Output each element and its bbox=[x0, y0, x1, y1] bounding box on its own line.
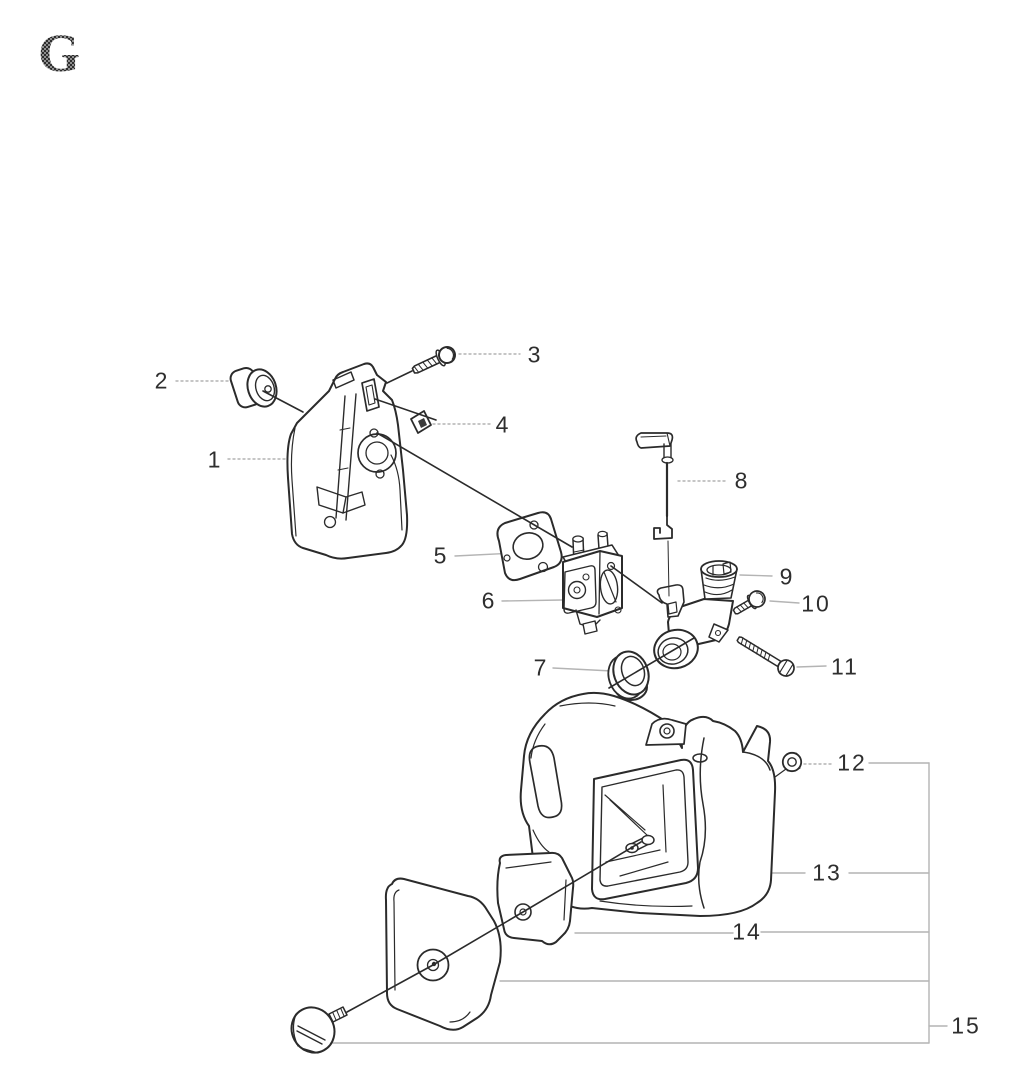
part-callout-2: 2 bbox=[154, 367, 170, 394]
part-3-screw bbox=[410, 344, 458, 378]
leader-9 bbox=[740, 575, 772, 576]
leader-10 bbox=[770, 601, 799, 603]
part-callout-4: 4 bbox=[495, 411, 511, 438]
axis-screw-bracket bbox=[387, 371, 412, 383]
part-callout-3: 3 bbox=[527, 341, 543, 368]
section-letter: G bbox=[38, 23, 81, 83]
part-callout-8: 8 bbox=[734, 467, 750, 494]
part-8-choke-rod bbox=[636, 433, 673, 596]
part-callout-7: 7 bbox=[533, 654, 549, 681]
choke-rod-hook bbox=[654, 516, 672, 539]
part-callout-12: 12 bbox=[837, 749, 867, 776]
air-filter-cover bbox=[386, 879, 501, 1030]
part-12-nut bbox=[775, 753, 801, 777]
part-14-air-filter bbox=[497, 853, 573, 944]
manifold-choke-clamp bbox=[657, 585, 684, 617]
cover-knob bbox=[284, 1000, 347, 1060]
part-callout-5: 5 bbox=[433, 542, 449, 569]
part-callout-6: 6 bbox=[481, 587, 497, 614]
part-callout-11: 11 bbox=[831, 653, 859, 680]
part-10-screw bbox=[730, 588, 767, 619]
part-2-grommet bbox=[229, 366, 282, 411]
leader-7 bbox=[553, 668, 612, 671]
part-callout-10: 10 bbox=[801, 590, 831, 617]
leader-6 bbox=[502, 600, 562, 601]
part-callout-9: 9 bbox=[779, 563, 795, 590]
part-callout-15: 15 bbox=[951, 1012, 981, 1039]
part-callout-13: 13 bbox=[812, 859, 842, 886]
part-callout-14: 14 bbox=[732, 918, 762, 945]
leader-11 bbox=[797, 666, 826, 667]
part-11-bolt bbox=[734, 632, 797, 679]
part-callout-1: 1 bbox=[207, 446, 223, 473]
part-1-carburetor-bracket bbox=[287, 363, 407, 558]
